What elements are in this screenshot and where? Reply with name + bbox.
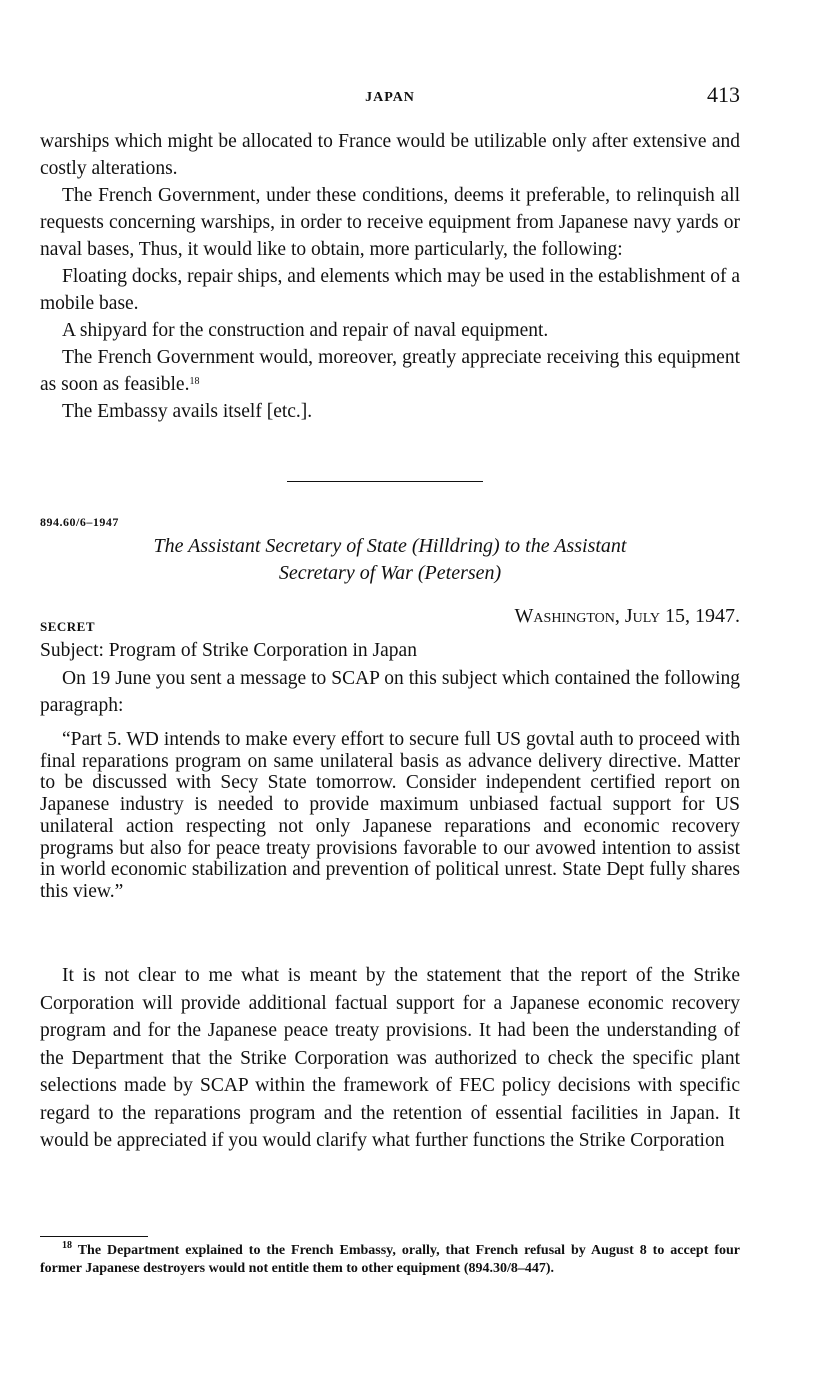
- footnote-text: The Department explained to the French Embassy, orally, that French refusal by August 8 to accept four former Japanese destroyers would not entitle them to other equipment (894.30/8–447).: [40, 1243, 740, 1276]
- section-divider: [287, 481, 483, 482]
- paragraph-text: The French Government would, moreover, greatly appreciate receiving this equipment as soon as feasible.: [40, 347, 740, 395]
- memo-body: [40, 962, 740, 1155]
- footnote-divider: [40, 1236, 148, 1237]
- quoted-message: [40, 729, 740, 903]
- document-title-line: Secretary of War (Petersen): [278, 562, 502, 584]
- page: [40, 0, 740, 1380]
- paragraph: A shipyard for the construction and repair of naval equipment.: [62, 320, 549, 341]
- paragraph: It is not clear to me what is meant by the statement that the report of the Strike Corporation will provide additional factual support for a Japanese economic recovery program and for the Japanese peace treaty provisions. It had been the understanding of the Department that the Strike Corporation was authorized to check the specific plant selections made by SCAP within the framework of FEC policy decisions with specific regard to the reparations program and the retention of essential facilities in Japan. It would be appreciated if you would clarify what further functions the Strike Corporation: [40, 965, 740, 1151]
- paragraph: Floating docks, repair ships, and elements which may be used in the establishment of a mobile base.: [40, 266, 741, 314]
- footnote: [40, 1242, 740, 1277]
- subject-text: Program of Strike Corporation in Japan: [108, 640, 417, 661]
- running-title: JAPAN: [365, 90, 415, 105]
- closing-line: The Embassy avails itself [etc.].: [62, 401, 313, 422]
- page-number: 413: [707, 82, 740, 107]
- paragraph-with-footnote: [40, 344, 740, 398]
- running-header: [40, 82, 740, 114]
- classification-label: SECRET: [40, 619, 96, 634]
- document-title: [40, 533, 740, 587]
- memo-intro: [40, 665, 740, 719]
- dateline: Washington, July 15, 1947.: [514, 605, 740, 627]
- subject-line: [40, 637, 740, 664]
- paragraph: warships which might be allocated to France would be utilizable only after extensive and costly alterations.: [40, 131, 740, 179]
- footnote-reference: 18: [189, 376, 200, 387]
- file-number: 894.60/6–1947: [40, 515, 119, 529]
- quoted-paragraph: “Part 5. WD intends to make every effort to secure full US govtal auth to proceed with final reparations program on same unilateral basis as advance delivery directive. Matter to be discussed with Secy State tomorrow. Consider independent certified report on Japanese industry is needed to provide maximum unbiased factual support for US unilateral action respecting not only Japanese reparations and economic recovery programs but also for peace treaty provisions favorable to our avowed intention to assist in world economic stabilization and prevention of political unrest. State Dept fully shares this view.”: [40, 729, 740, 902]
- paragraph: The French Government, under these conditions, deems it preferable, to relinquish all requests concerning warships, in order to receive equipment from Japanese navy yards or naval bases, Thus, it would like to obtain, more particularly, the following:: [40, 185, 740, 260]
- document-title-line: The Assistant Secretary of State (Hilldring) to the Assistant: [153, 535, 627, 557]
- subject-label: Subject:: [40, 640, 104, 661]
- footnote-marker: 18: [62, 1240, 72, 1251]
- letter-continuation: [40, 128, 740, 425]
- paragraph: On 19 June you sent a message to SCAP on this subject which contained the following paragraph:: [40, 668, 740, 716]
